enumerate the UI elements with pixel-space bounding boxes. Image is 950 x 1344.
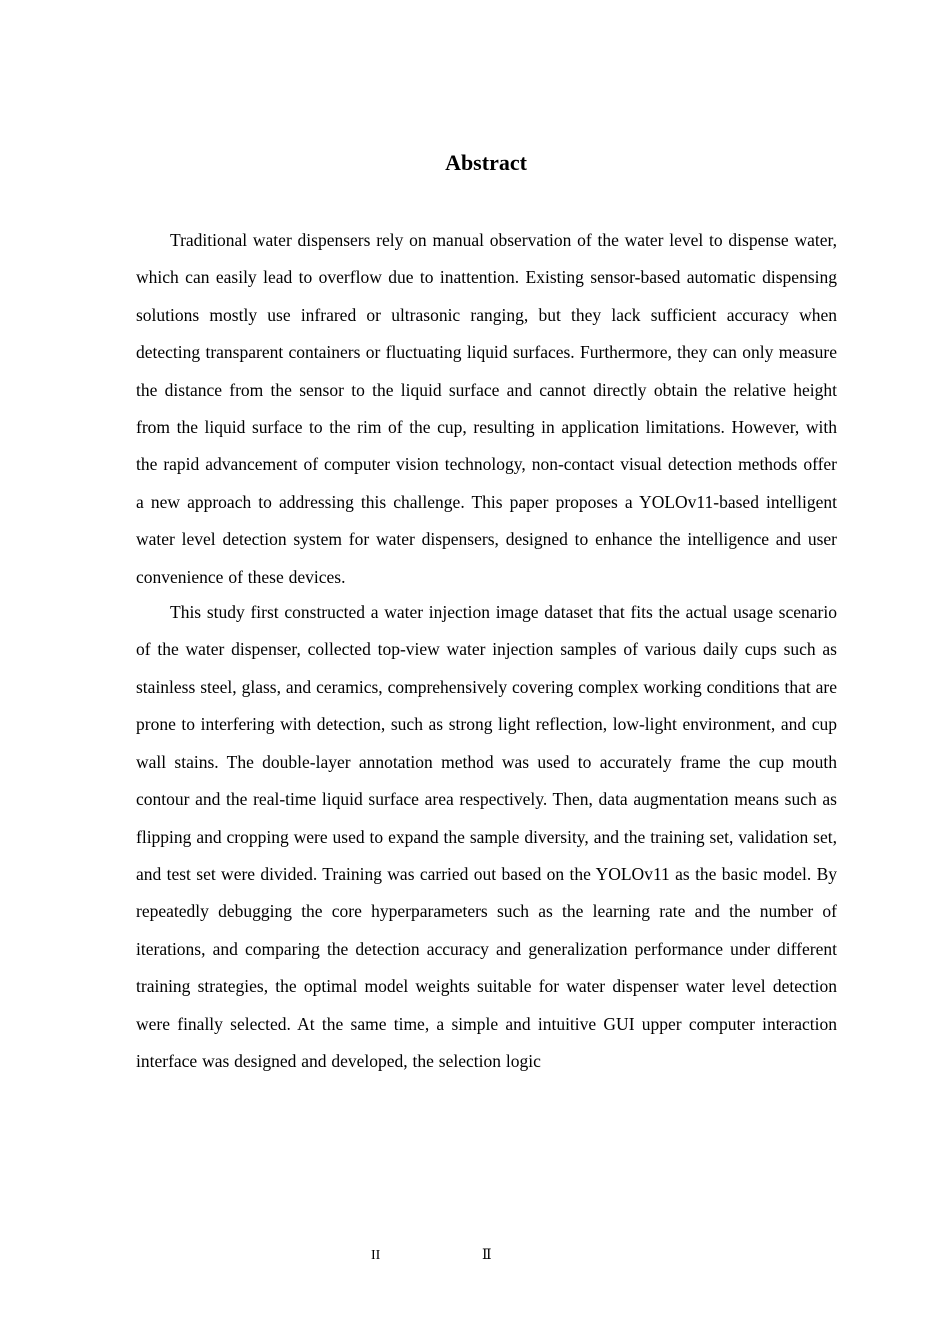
abstract-paragraph-1: Traditional water dispensers rely on manual observation of the water level to dispense water, which can easily lead to overflow due to inattention. Existing sensor-based automatic dispensing solutions mostly use infrared or ultrasonic ranging, but they lack sufficient accuracy when detecting transparent containers or fluctuating liquid surfaces. Furthermore, they can only measure the distance from the sensor to the liquid surface and cannot directly obtain the relative height from the liquid surface to the rim of the cup, resulting in application limitations. However, with the rapid advancement of computer vision technology, non-contact visual detection methods offer a new approach to addressing this challenge. This paper proposes a YOLOv11-based intelligent water level detection system for water dispensers, designed to enhance the intelligence and user convenience of these devices. [136,230,837,587]
page-number-roman: II [371,1248,381,1263]
page-number-numeral: Ⅱ [482,1248,492,1263]
abstract-title: Abstract [445,150,527,175]
abstract-paragraph-2: This study first constructed a water injection image dataset that fits the actual usage scenario of the water dispenser, collected top-view water injection samples of various daily cups such as stainless steel, glass, and ceramics, comprehensively covering complex working conditions that are prone to interfering with detection, such as strong light reflection, low-light environment, and cup wall stains. The double-layer annotation method was used to accurately frame the cup mouth contour and the real-time liquid surface area respectively. Then, data augmentation means such as flipping and cropping were used to expand the sample diversity, and the training set, validation set, and test set were divided. Training was carried out based on the YOLOv11 as the basic model. By repeatedly debugging the core hyperparameters such as the learning rate and the number of iterations, and comparing the detection accuracy and generalization performance under different training strategies, the optimal model weights suitable for water dispenser water level detection were finally selected. At the same time, a simple and intuitive GUI upper computer interaction interface was designed and developed, the selection logic [136,602,837,1071]
abstract-body [136,222,837,1080]
